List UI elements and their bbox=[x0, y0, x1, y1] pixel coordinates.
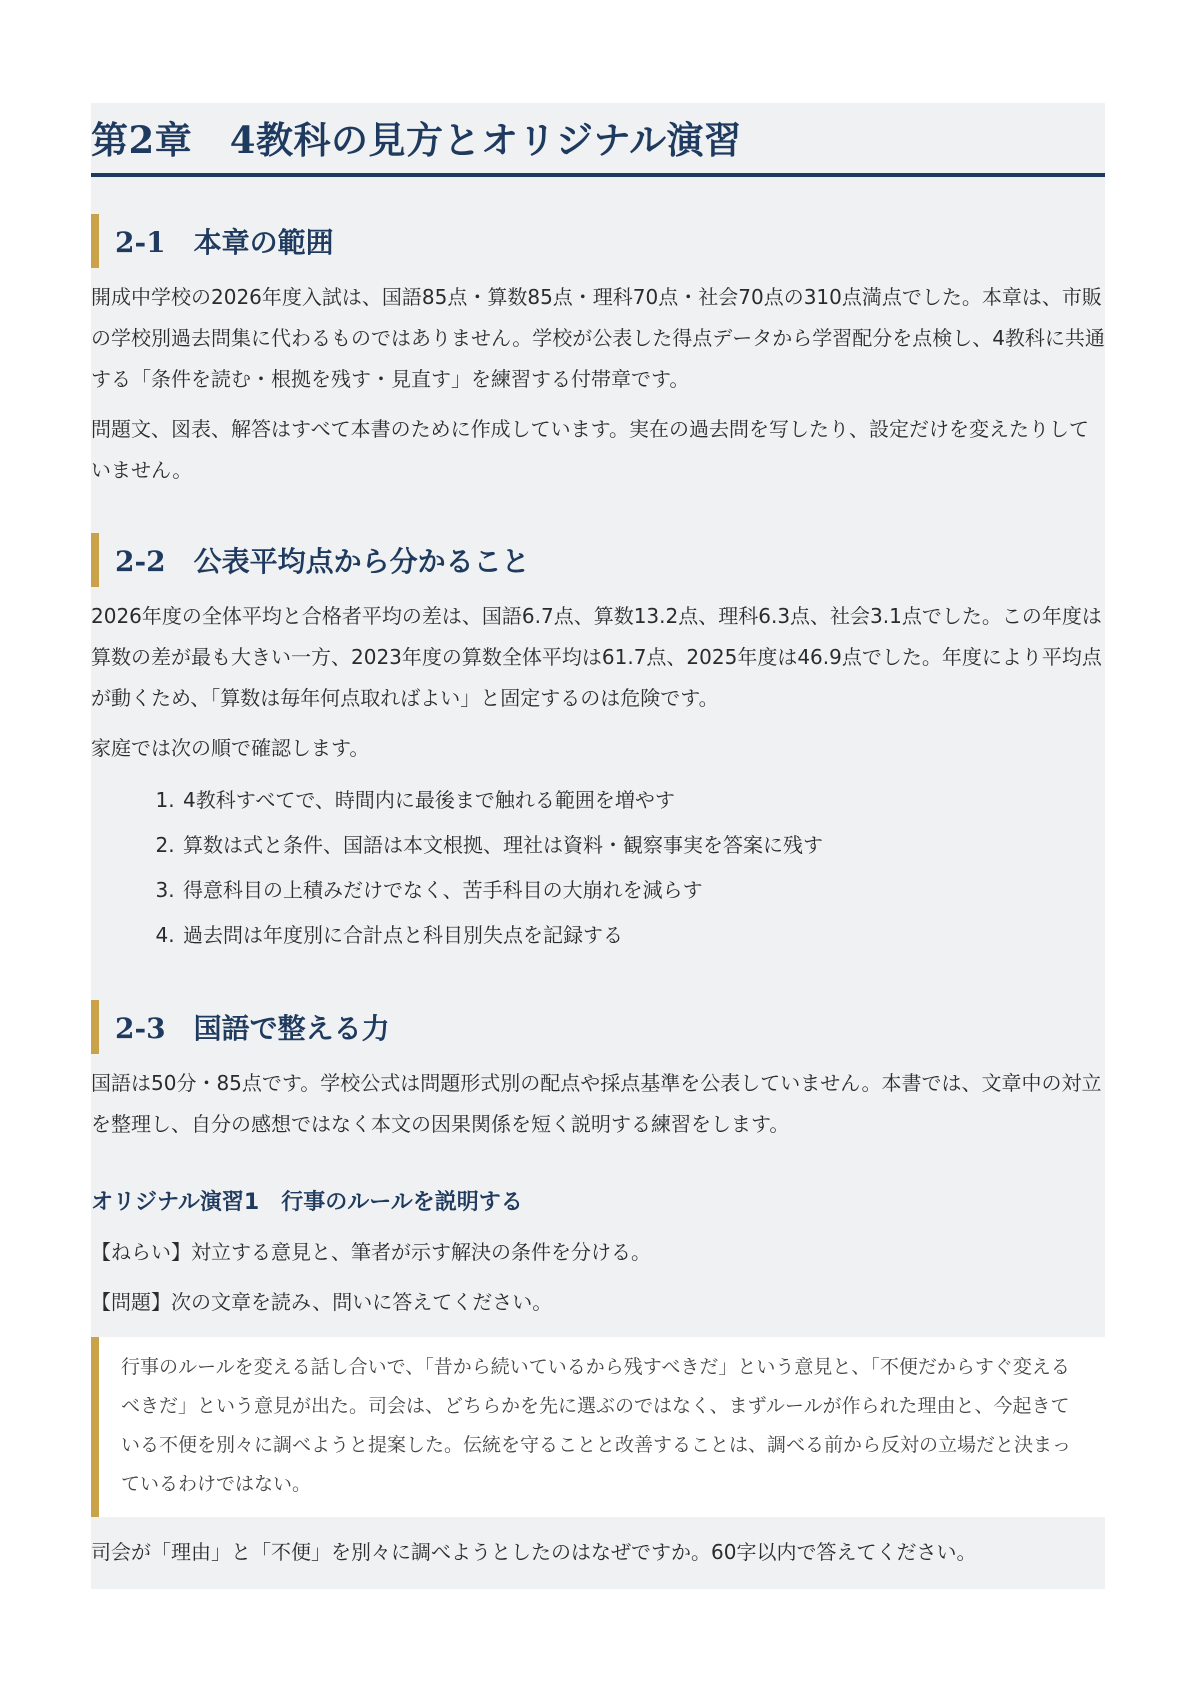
paragraph: 国語は50分・85点です。学校公式は問題形式別の配点や採点基準を公表していません。本書では、文章中の対立を整理し、自分の感想ではなく本文の因果関係を短く説明する練習をします。 bbox=[91, 1071, 1102, 1136]
list-item: 1. 4教科すべてで、時間内に最後まで触れる範囲を増やす bbox=[181, 778, 1105, 823]
section-heading-2-2: 2-2 公表平均点から分かること bbox=[91, 533, 1105, 587]
list-item: 3. 得意科目の上積みだけでなく、苦手科目の大崩れを減らす bbox=[181, 868, 1105, 913]
section-heading-2-1: 2-1 本章の範囲 bbox=[91, 214, 1105, 268]
exercise-aim: 【ねらい】対立する意見と、筆者が示す解決の条件を分ける。 bbox=[91, 1240, 651, 1264]
reading-passage: 行事のルールを変える話し合いで、「昔から続いているから残すべきだ」という意見と、「不便だからすぐ変えるべきだ」という意見が出た。司会は、どちらかを先に選ぶのではなく、まずルールが作られた理由と、今起きている不便を別々に調べようと提案した。伝統を守ることと改善することは、調べる前から反対の立場だと決まっているわけではない。 bbox=[91, 1337, 1105, 1517]
paragraph: 家庭では次の順で確認します。 bbox=[91, 736, 370, 760]
steps-list bbox=[91, 778, 1105, 958]
paragraph: 2026年度の全体平均と合格者平均の差は、国語6.7点、算数13.2点、理科6.3点、社会3.1点でした。この年度は算数の差が最も大きい一方、2023年度の算数全体平均は61.7点、2025年度は46.9点でした。年度により平均点が動くため、「算数は毎年何点取ればよい」と固定するのは危険です。 bbox=[91, 604, 1102, 710]
paragraph: 開成中学校の2026年度入試は、国語85点・算数85点・理科70点・社会70点の310点満点でした。本章は、市販の学校別過去問集に代わるものではありません。学校が公表した得点データから学習配分を点検し、4教科に共通する「条件を読む・根拠を残す・見直す」を練習する付帯章です。 bbox=[91, 285, 1105, 391]
exercise-title: オリジナル演習1 行事のルールを説明する bbox=[91, 1190, 523, 1215]
document-page bbox=[91, 103, 1105, 1589]
exercise-task: 【問題】次の文章を読み、問いに答えてください。 bbox=[91, 1290, 553, 1314]
chapter-title: 第2章 4教科の見方とオリジナル演習 bbox=[91, 103, 1105, 177]
paragraph: 問題文、図表、解答はすべて本書のために作成しています。実在の過去問を写したり、設定だけを変えたりしていません。 bbox=[91, 417, 1089, 482]
section-heading-2-3: 2-3 国語で整える力 bbox=[91, 1000, 1105, 1054]
list-item: 2. 算数は式と条件、国語は本文根拠、理社は資料・観察事実を答案に残す bbox=[181, 823, 1105, 868]
list-item: 4. 過去問は年度別に合計点と科目別失点を記録する bbox=[181, 913, 1105, 958]
exercise-question: 司会が「理由」と「不便」を別々に調べようとしたのはなぜですか。60字以内で答えてください。 bbox=[91, 1540, 977, 1564]
